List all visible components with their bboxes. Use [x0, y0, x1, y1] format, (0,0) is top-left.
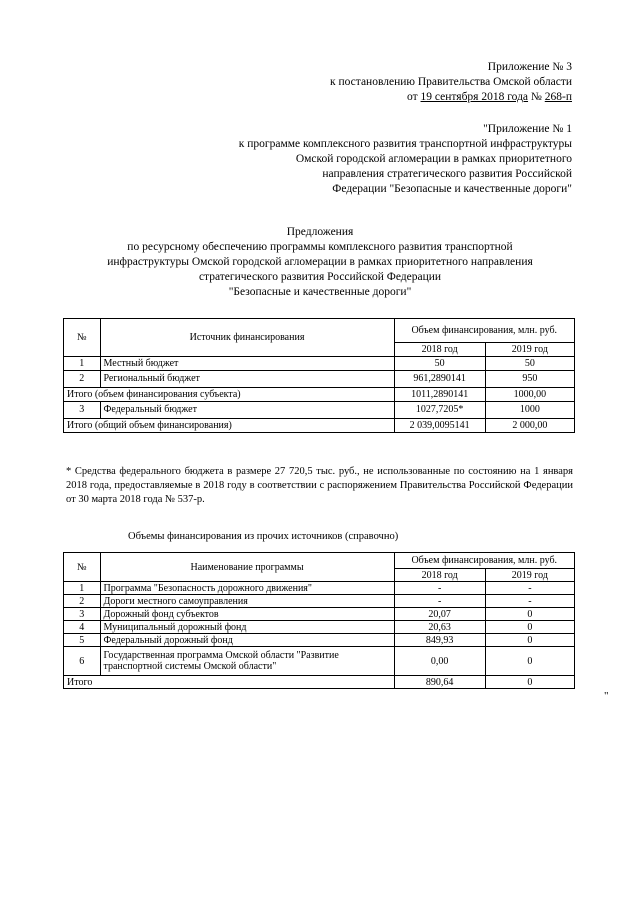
document-title — [40, 225, 600, 300]
cell-num: 2 — [64, 595, 101, 608]
title-line: инфраструктуры Омской городской агломерации в рамках приоритетного направления — [107, 256, 533, 268]
cell-num: 5 — [64, 634, 101, 647]
resolution-number: 268-п — [544, 91, 572, 103]
cell-2018: 1011,2890141 — [394, 388, 485, 402]
table-row — [64, 621, 575, 634]
table-header-row — [64, 319, 575, 343]
other-sources-table — [63, 552, 575, 689]
title-line: Предложения — [286, 226, 354, 238]
table-row — [64, 371, 575, 388]
cell-2018: 1027,7205* — [394, 402, 485, 419]
annex-line: "Приложение № 1 — [483, 123, 572, 135]
cell-2018: - — [394, 595, 485, 608]
cell-2019: - — [485, 582, 574, 595]
closing-quote: " — [604, 690, 609, 702]
cell-name: Итого (общий объем финансирования) — [64, 419, 395, 433]
col-header-volume: Объем финансирования, млн. руб. — [394, 319, 574, 343]
resolution-date-line: от 19 сентября 2018 года № 268-п — [407, 91, 572, 103]
col-header-2019: 2019 год — [485, 343, 574, 357]
col-header-2019: 2019 год — [485, 569, 574, 582]
cell-name: Местный бюджет — [100, 357, 394, 371]
col-header-program: Наименование программы — [100, 553, 394, 582]
funding-sources-table — [63, 318, 575, 433]
table-row — [64, 402, 575, 419]
annex-line: к программе комплексного развития транспортной инфраструктуры — [238, 138, 572, 150]
cell-2019: 50 — [485, 357, 574, 371]
cell-name: Итого (объем финансирования субъекта) — [64, 388, 395, 402]
table-row-total — [64, 419, 575, 433]
col-header-source: Источник финансирования — [100, 319, 394, 357]
cell-num: 2 — [64, 371, 101, 388]
cell-name: Муниципальный дорожный фонд — [100, 621, 394, 634]
appendix-header — [330, 60, 572, 105]
table-row-total — [64, 676, 575, 689]
table-row-subtotal — [64, 388, 575, 402]
cell-name: Государственная программа Омской области "Развитие транспортной системы Омской области" — [100, 647, 394, 676]
cell-2018: 20,63 — [394, 621, 485, 634]
cell-name: Итого — [64, 676, 395, 689]
cell-2019: - — [485, 595, 574, 608]
cell-name: Федеральный дорожный фонд — [100, 634, 394, 647]
cell-2018: 890,64 — [394, 676, 485, 689]
cell-num: 3 — [64, 608, 101, 621]
cell-name: Региональный бюджет — [100, 371, 394, 388]
cell-num: 6 — [64, 647, 101, 676]
cell-2018: - — [394, 582, 485, 595]
footnote: * Средства федерального бюджета в размере 27 720,5 тыс. руб., не использованные по состоянию на 1 января 2018 года, предоставляемые в 2018 году в соответствии с распоряжением Правительства Российской Федерации от 30 марта 2018 года № 537-р. — [66, 466, 573, 505]
annex-header — [239, 122, 572, 197]
table-row — [64, 595, 575, 608]
cell-name: Дорожный фонд субъектов — [100, 608, 394, 621]
cell-2018: 0,00 — [394, 647, 485, 676]
cell-2019: 950 — [485, 371, 574, 388]
resolution-reference: к постановлению Правительства Омской области — [330, 76, 572, 88]
table-row — [64, 582, 575, 595]
other-sources-title: Объемы финансирования из прочих источников (справочно) — [128, 531, 399, 542]
title-line: стратегического развития Российской Федерации — [198, 271, 442, 283]
cell-2018: 849,93 — [394, 634, 485, 647]
cell-2019: 0 — [485, 634, 574, 647]
cell-2019: 2 000,00 — [485, 419, 574, 433]
annex-line: Федерации "Безопасные и качественные дороги" — [332, 183, 572, 195]
col-header-number: № — [64, 553, 101, 582]
cell-2019: 0 — [485, 608, 574, 621]
title-line: по ресурсному обеспечению программы комплексного развития транспортной — [127, 241, 513, 253]
col-header-volume: Объем финансирования, млн. руб. — [394, 553, 574, 569]
cell-2018: 50 — [394, 357, 485, 371]
cell-num: 4 — [64, 621, 101, 634]
table-row — [64, 634, 575, 647]
resolution-date: 19 сентября 2018 года — [420, 91, 529, 103]
cell-2019: 0 — [485, 621, 574, 634]
cell-2019: 0 — [485, 647, 574, 676]
cell-2019: 1000 — [485, 402, 574, 419]
annex-line: направления стратегического развития Российской — [322, 168, 572, 180]
annex-line: Омской городской агломерации в рамках приоритетного — [295, 153, 572, 165]
cell-name: Федеральный бюджет — [100, 402, 394, 419]
cell-name: Дороги местного самоуправления — [100, 595, 394, 608]
col-header-number: № — [64, 319, 101, 357]
table-row — [64, 647, 575, 676]
cell-2018: 961,2890141 — [394, 371, 485, 388]
cell-num: 3 — [64, 402, 101, 419]
col-header-2018: 2018 год — [394, 569, 485, 582]
table-row — [64, 357, 575, 371]
table-header-row — [64, 553, 575, 569]
appendix-number: Приложение № 3 — [487, 61, 572, 73]
cell-2018: 20,07 — [394, 608, 485, 621]
title-line: "Безопасные и качественные дороги" — [228, 286, 412, 298]
cell-name: Программа "Безопасность дорожного движения" — [100, 582, 394, 595]
col-header-2018: 2018 год — [394, 343, 485, 357]
cell-num: 1 — [64, 357, 101, 371]
cell-num: 1 — [64, 582, 101, 595]
cell-2018: 2 039,0095141 — [394, 419, 485, 433]
cell-2019: 0 — [485, 676, 574, 689]
cell-2019: 1000,00 — [485, 388, 574, 402]
table-row — [64, 608, 575, 621]
